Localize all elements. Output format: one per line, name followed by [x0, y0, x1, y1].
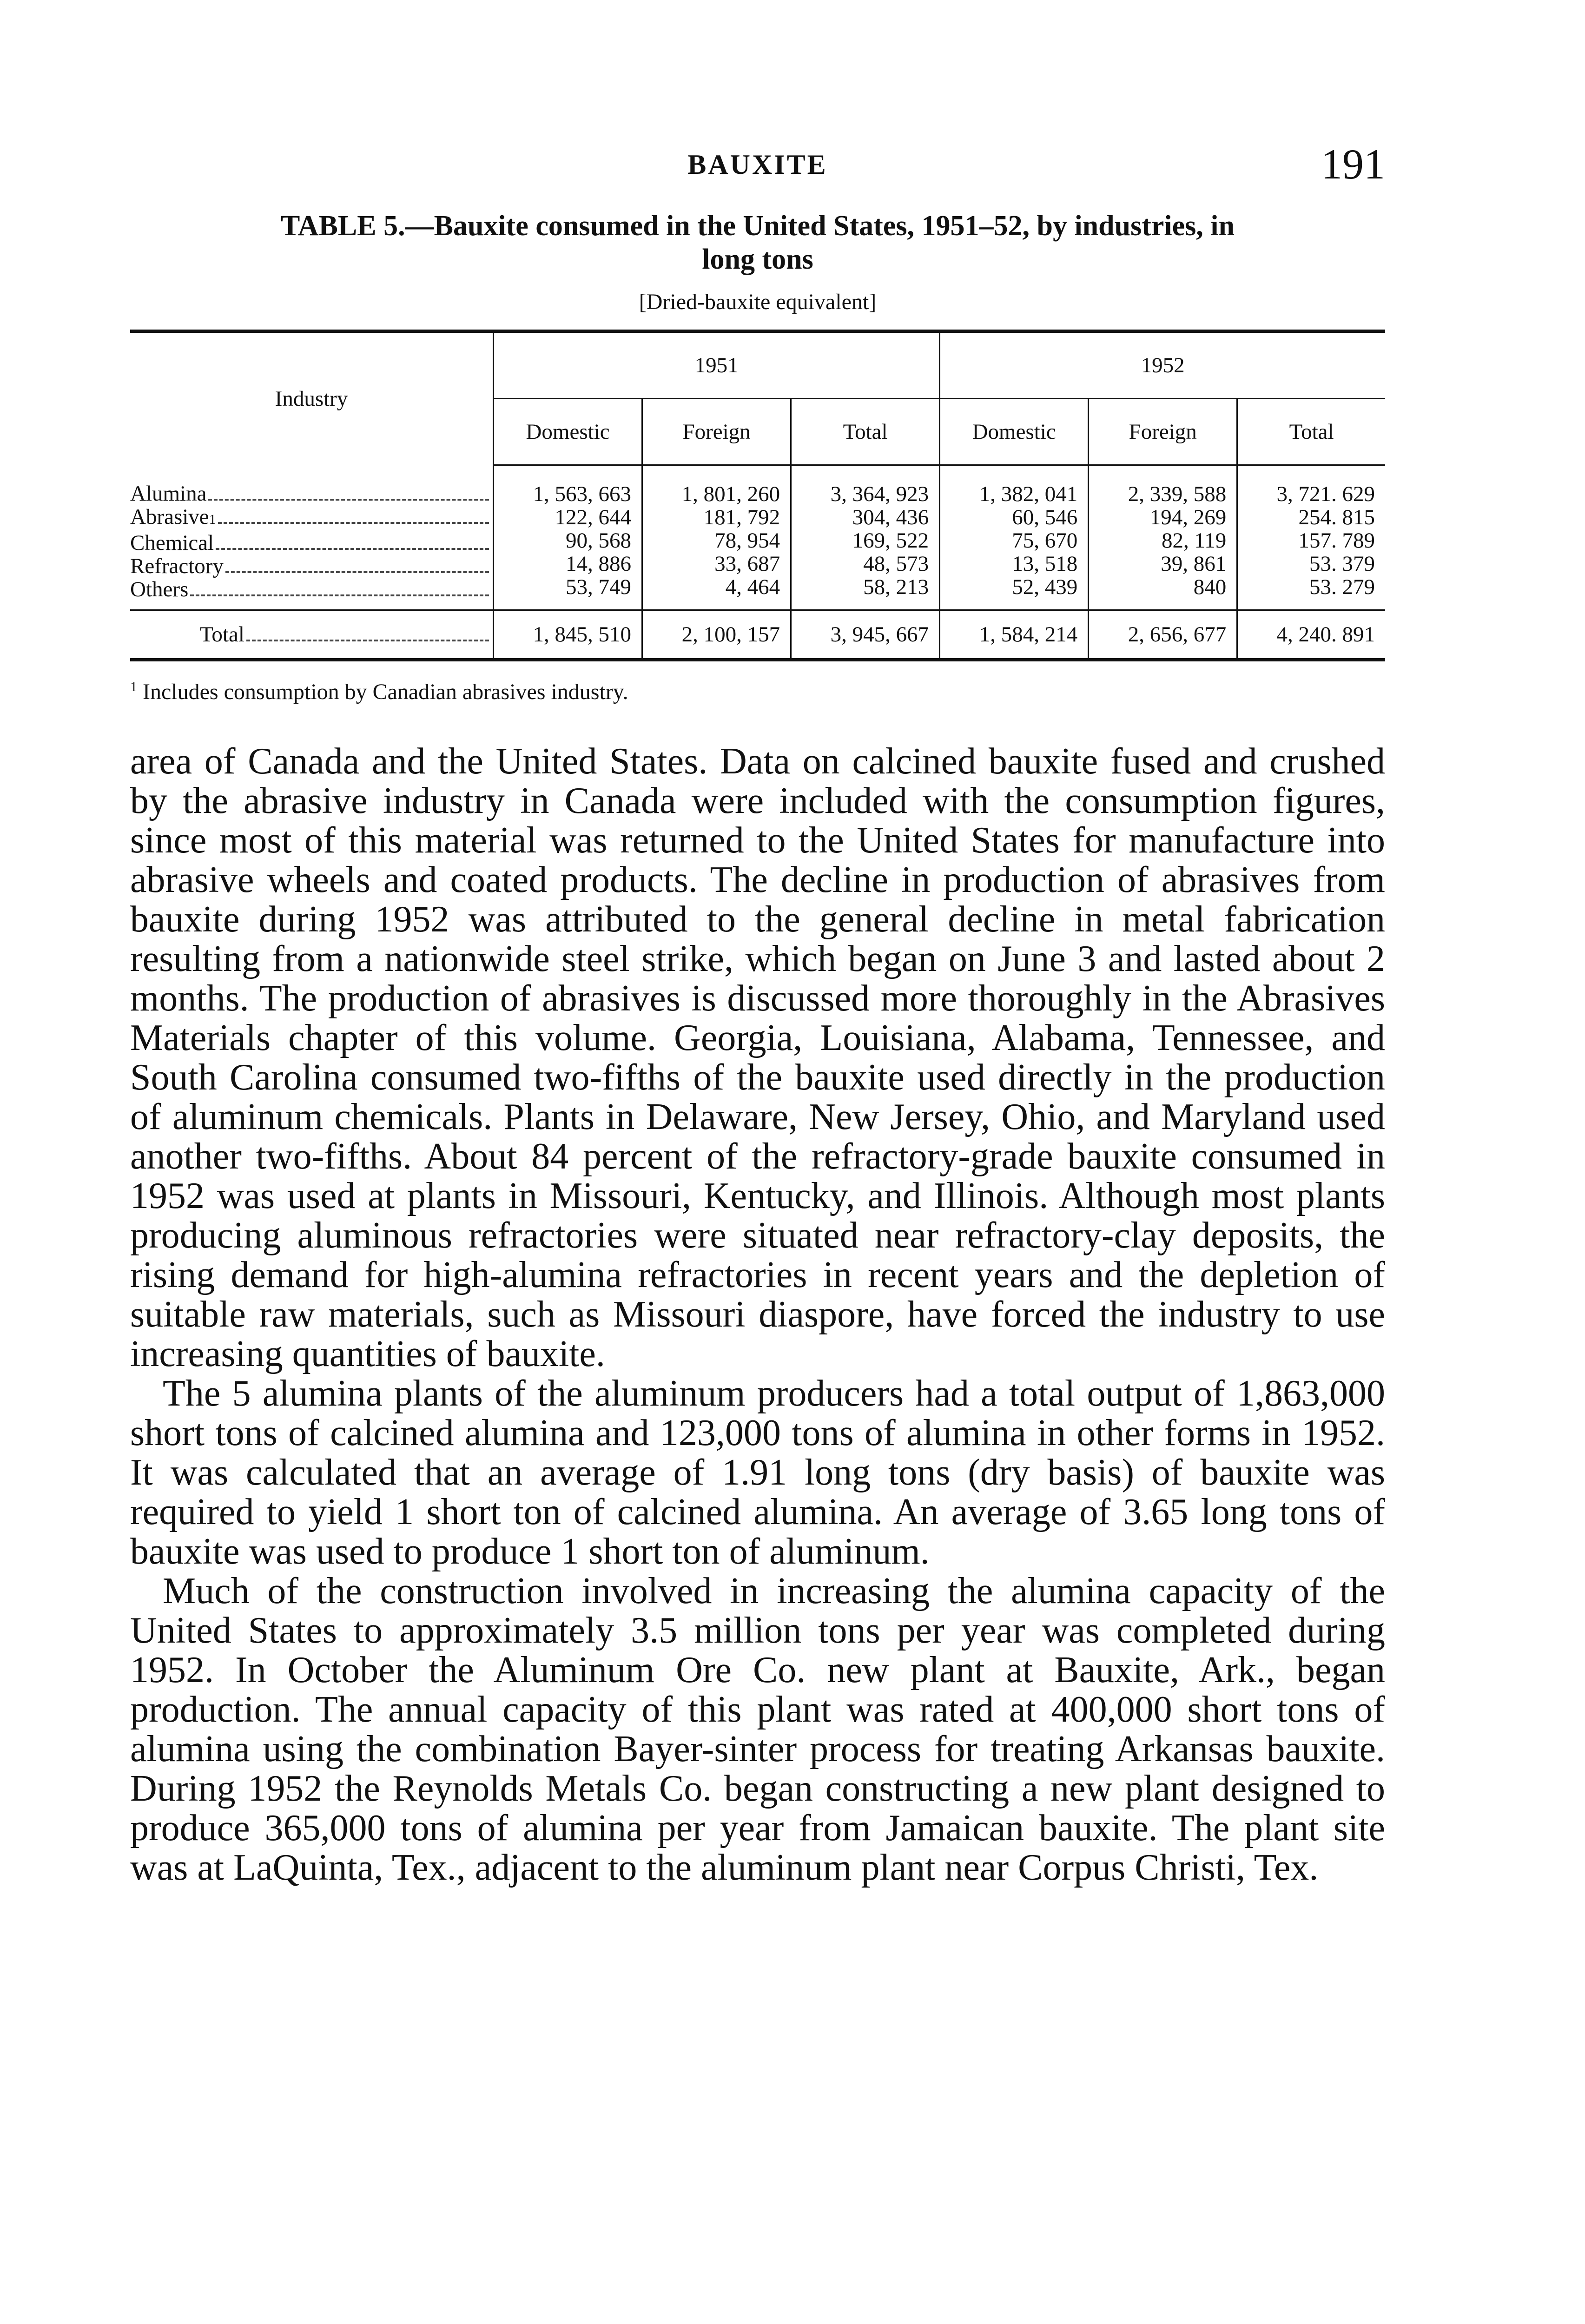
col-header-domestic-1951: Domestic [494, 399, 642, 465]
row-labels [130, 465, 494, 610]
table-cell: 1, 563, 663 [533, 482, 632, 506]
total-cell: 2, 100, 157 [642, 610, 791, 660]
table-cell: 75, 670 [1012, 528, 1078, 553]
table-cell: 53, 749 [566, 575, 632, 599]
table-title-line1: TABLE 5.—Bauxite consumed in the United States, 1951–52, by industries, in [281, 210, 1235, 242]
table-cell: 33, 687 [714, 552, 780, 576]
page-header [130, 139, 1385, 200]
table-cell: 4, 464 [725, 575, 780, 599]
col-total-1951 [791, 465, 940, 610]
total-row [130, 610, 1385, 660]
table-cell: 53. 279 [1309, 575, 1375, 599]
col-foreign-1952 [1089, 465, 1237, 610]
row-label-chemical: Chemical [130, 531, 493, 555]
table-cell: 194, 269 [1149, 505, 1227, 529]
table-cell: 169, 522 [852, 528, 929, 553]
col-foreign-1951 [642, 465, 791, 610]
table-body-rows [130, 465, 1385, 610]
table-cell: 82, 119 [1161, 528, 1227, 553]
col-domestic-1952 [940, 465, 1089, 610]
table-cell: 840 [1193, 575, 1227, 599]
table-cell: 304, 436 [852, 505, 929, 529]
footnote-mark: 1 [209, 511, 216, 527]
col-domestic-1951 [494, 465, 642, 610]
col-header-foreign-1952: Foreign [1089, 399, 1237, 465]
table-cell: 3, 721. 629 [1276, 482, 1375, 506]
footnote-text: Includes consumption by Canadian abrasives industry. [143, 679, 628, 704]
document-page [130, 139, 1385, 1888]
paragraph: The 5 alumina plants of the aluminum producers had a total output of 1,863,000 short tons of calcined alumina and 123,000 tons of alumina in other forms in 1952. It was calculated that an average of 1.91 long tons (dry basis) of bauxite was required to yield 1 short ton of calcined alumina. An average of 3.65 long tons of bauxite was used to produce 1 short ton of aluminum. [130, 1373, 1385, 1572]
table-cell: 2, 339, 588 [1128, 482, 1227, 506]
table-cell: 58, 213 [863, 575, 929, 599]
year-header-1952: 1952 [940, 331, 1385, 399]
table-cell: 48, 573 [863, 552, 929, 576]
row-label-alumina: Alumina [130, 482, 493, 505]
table-cell: 3, 364, 923 [830, 482, 929, 506]
table-cell: 52, 439 [1012, 575, 1078, 599]
total-cell: 2, 656, 677 [1089, 610, 1237, 660]
total-label-cell [130, 610, 494, 660]
table-cell: 53. 379 [1309, 552, 1375, 576]
table-subtitle: [Dried-bauxite equivalent] [639, 290, 877, 314]
body-text [130, 742, 1385, 1888]
table-cell: 60, 546 [1012, 505, 1078, 529]
table-cell: 157. 789 [1298, 528, 1375, 553]
table-cell: 13, 518 [1012, 552, 1078, 576]
table-cell: 90, 568 [566, 528, 632, 553]
row-label-others: Others [130, 578, 493, 601]
paragraph: Much of the construction involved in increasing the alumina capacity of the United States to approximately 3.5 million tons per year was completed during 1952. In October the Aluminum Ore Co. new plant at Bauxite, Ark., began production. The annual capacity of this plant was rated at 400,000 short tons of alumina using the combination Bayer-sinter process for treating Arkansas bauxite. During 1952 the Reynolds Metals Co. began constructing a new plant designed to produce 365,000 tons of alumina per year from Jamaican bauxite. The plant site was at LaQuinta, Tex., adjacent to the aluminum plant near Corpus Christi, Tex. [130, 1570, 1385, 1888]
col-total-1952 [1237, 465, 1385, 610]
table-title [130, 209, 1385, 276]
consumption-table [130, 330, 1385, 661]
col-header-total-1952: Total [1237, 399, 1385, 465]
year-header-1951: 1951 [494, 331, 940, 399]
table-cell: 1, 382, 041 [979, 482, 1078, 506]
footnote-number: 1 [130, 679, 137, 694]
table-title-line2: long tons [702, 244, 813, 275]
industry-header: Industry [275, 387, 348, 411]
total-cell: 4, 240. 891 [1237, 610, 1385, 660]
row-label-abrasive: Abrasive 1 [130, 505, 493, 531]
table-cell: 254. 815 [1298, 505, 1375, 529]
row-label-refractory: Refractory [130, 555, 493, 578]
table-cell: 78, 954 [714, 528, 780, 553]
table-cell: 1, 801, 260 [681, 482, 780, 506]
total-cell: 3, 945, 667 [791, 610, 940, 660]
col-header-total-1951: Total [791, 399, 940, 465]
total-cell: 1, 845, 510 [494, 610, 642, 660]
col-header-foreign-1951: Foreign [642, 399, 791, 465]
total-label: Total [200, 622, 244, 647]
running-head: BAUXITE [687, 149, 828, 180]
table-footnote [130, 679, 1385, 705]
paragraph: area of Canada and the United States. Data on calcined bauxite fused and crushed by the abrasive industry in Canada were included with the consumption figures, since most of this material was returned to the United States for manufacture into abrasive wheels and coated products. The decline in production of abrasives from bauxite during 1952 was attributed to the general decline in metal fabrication resulting from a nationwide steel strike, which began on June 3 and lasted about 2 months. The production of abrasives is discussed more thoroughly in the Abrasives Materials chapter of this volume. Georgia, Louisiana, Alabama, Tennessee, and South Carolina consumed two-fifths of the bauxite used directly in the production of aluminum chemicals. Plants in Delaware, New Jersey, Ohio, and Maryland used another two-fifths. About 84 percent of the refractory-grade bauxite consumed in 1952 was used at plants in Missouri, Kentucky, and Illinois. Although most plants producing aluminous refractories were situated near refractory-clay deposits, the rising demand for high-alumina refractories in recent years and the depletion of suitable raw materials, such as Missouri diaspore, have forced the industry to use increasing quantities of bauxite. [130, 740, 1385, 1374]
table-cell: 122, 644 [555, 505, 632, 529]
table-cell: 39, 861 [1161, 552, 1227, 576]
page-number: 191 [1321, 140, 1385, 188]
col-header-domestic-1952: Domestic [940, 399, 1089, 465]
table-cell: 14, 886 [566, 552, 632, 576]
table-cell: 181, 792 [703, 505, 780, 529]
total-cell: 1, 584, 214 [940, 610, 1089, 660]
